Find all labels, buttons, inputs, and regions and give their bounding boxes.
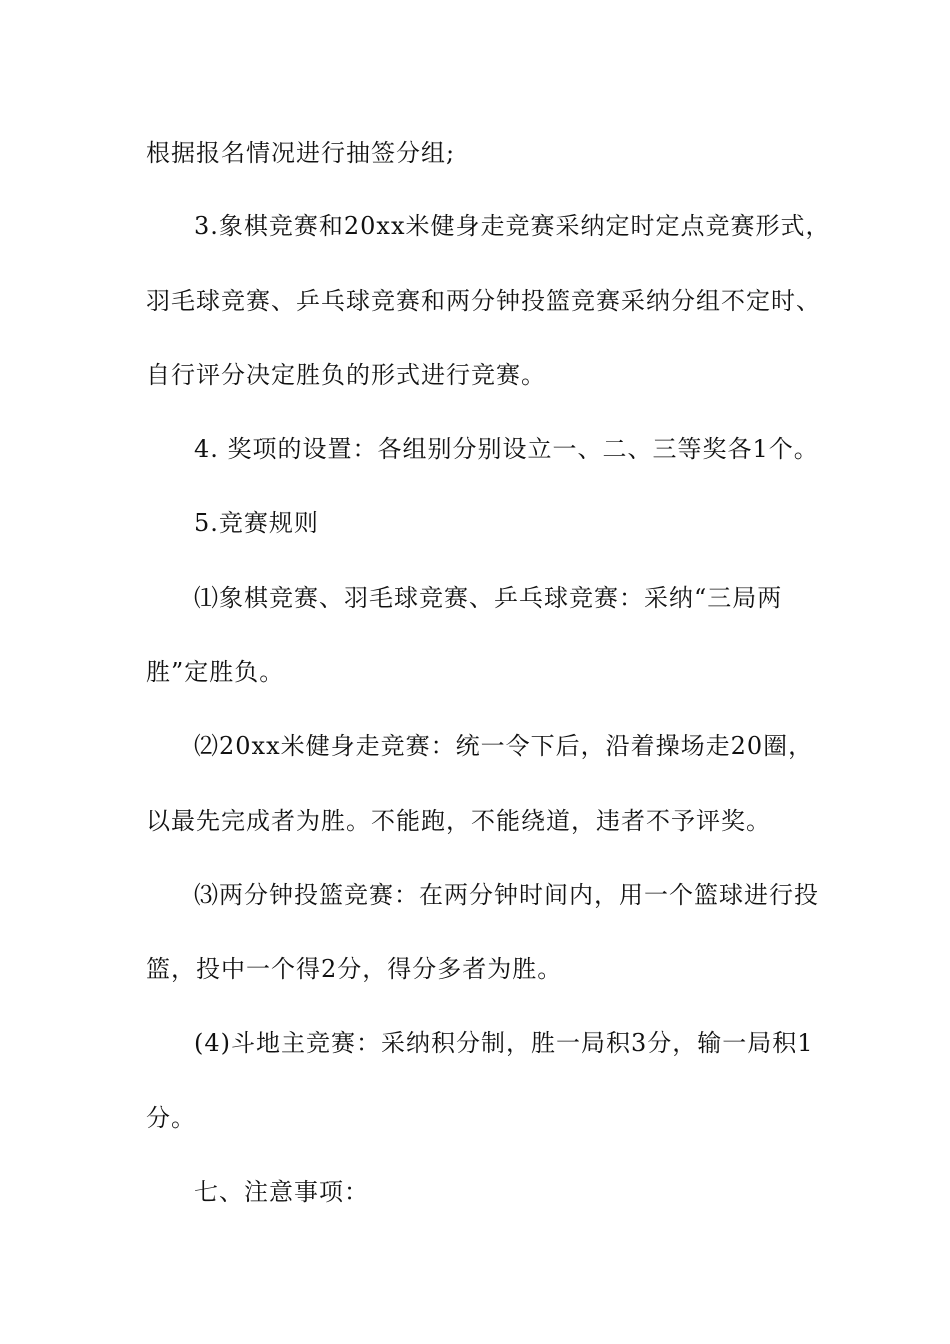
paragraph-line: 胜”定胜负。 [146, 658, 285, 686]
paragraph-line: 羽毛球竞赛、乒乓球竞赛和两分钟投篮竞赛采纳分组不定时、 [146, 287, 821, 315]
paragraph-line: 篮，投中一个得2分，得分多者为胜。 [146, 955, 563, 983]
paragraph-line: ⑴象棋竞赛、羽毛球竞赛、乒乓球竞赛：采纳“三局两 [194, 584, 783, 612]
paragraph-line: 自行评分决定胜负的形式进行竞赛。 [146, 361, 546, 389]
paragraph-line: 以最先完成者为胜。不能跑，不能绕道，违者不予评奖。 [146, 807, 771, 835]
paragraph-line: 3.象棋竞赛和20xx米健身走竞赛采纳定时定点竞赛形式， [194, 212, 831, 240]
section-heading: 七、注意事项： [194, 1178, 369, 1206]
paragraph-line: ⑵20xx米健身走竞赛：统一令下后，沿着操场走20圈， [194, 732, 814, 760]
paragraph-line: 4. 奖项的设置：各组别分别设立一、二、三等奖各1个。 [194, 435, 819, 463]
paragraph-line: 根据报名情况进行抽签分组; [146, 139, 456, 167]
section-heading: 5.竞赛规则 [194, 509, 319, 537]
paragraph-line: 分。 [146, 1104, 196, 1132]
paragraph-line: (4)斗地主竞赛：采纳积分制，胜一局积3分，输一局积1 [194, 1029, 814, 1057]
paragraph-line: ⑶两分钟投篮竞赛：在两分钟时间内，用一个篮球进行投 [194, 881, 819, 909]
